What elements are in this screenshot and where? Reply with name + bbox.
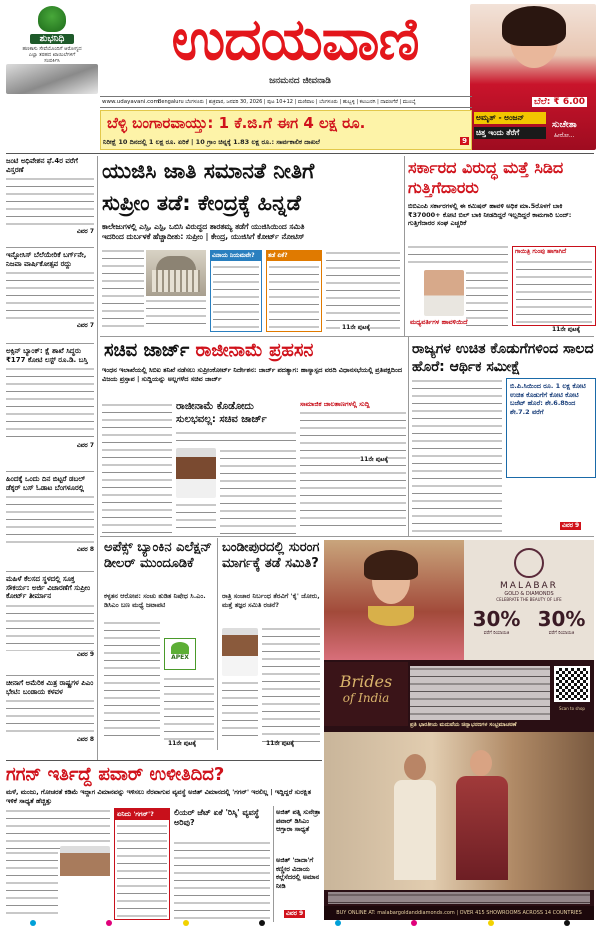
ad-text-block xyxy=(410,666,550,720)
apex-sub: ಕಳ್ಳತನ ಆರೋಪ: ಸಂಚು ತುಡಿತ ನಿಷೇಧ ಸಿ.ಎಂ. ಡಿಸಿಎಂ ಬಣ ಮಧ್ಯೆ ಜಟಾಪಟಿ xyxy=(104,592,206,609)
pawar-deck: ಮಳೆ, ಮಂಜು, ಗೋಚರತೆ ಕಡಿಮೆ ಇದ್ದಾಗ ವಿಮಾನವನ್ನು ಇಳಿಸಲು ನೆರವಾಗುವ ವ್ಯವಸ್ಥೆ ಅಜಿತ್ ವಿಮಾನದಲ್ಲಿ 'ಗಗನ್' ಇರಲಿಲ್ಲ | ಇದ್ದಿದ್ದರೆ ಸುರಕ್ಷಿತ ಇಳಿಕೆ ಸಾಧ್ಯತೆ ಹೆಚ್ಚಿತ್ತು xyxy=(6,788,312,805)
brief-item xyxy=(6,575,94,675)
pawar-headline: ಗಗನ್ ಇರ್ತಿದ್ದೆ ಪವಾರ್ ಉಳೀತಿದಿದ? xyxy=(6,764,225,785)
brief-headline: ಅಕ್ಸಿನ್ ಬ್ಯಾಂಕ್: ಕ್ಷೆ ಶಾಖೆ ಸಿದ್ಧರು ₹177 ಕೋಟಿ ಲಸ್ಟ್ ರೂ.ಡಿ. ಬಸ್ತಿ xyxy=(6,347,88,364)
discount-1-label: ವರೆಗೆ ರಿಯಾಯಿತಿ xyxy=(483,631,510,636)
freebies-headline: ರಾಜ್ಯಗಳ ಉಚಿತ ಕೊಡುಗೆಗಳಿಂದ ಸಾಲದ ಹೊರೆ: ಆರ್ಥಿಕ ಸಮೀಕ್ಷೆ xyxy=(412,341,594,375)
brief-ref: ವಿವರ 9 xyxy=(76,650,94,658)
brief-item xyxy=(6,347,94,471)
learjet-headline: ಲಿಯರ್ ಜೆಟ್ ಏಕೆ 'ರಿಸ್ಕಿ' ವ್ಯವಸ್ಥೆ ಅರಿವು? xyxy=(174,808,260,827)
masthead-title: ಉದಯವಾಣಿ xyxy=(171,5,419,73)
bandipur-ref: 11ನೇ ಪುಟಕ್ಕೆ xyxy=(266,740,295,747)
apex-logo-text: APEX xyxy=(171,654,189,661)
brief-headline: ಮಹಿಳೆ ಕೆಲಸದ ಸ್ಥಳದಲ್ಲಿ ಸೂಕ್ತ ಸೌಕರ್ಯ: ಅರ್ಜಿ ವಿಚಾರಣೆಗೆ ಸುಪ್ರೀಂ ಕೋರ್ಟ್ ತೀರ್ಮಾನ xyxy=(6,575,91,600)
promo-extra: ಹೀರೋ... xyxy=(554,132,575,139)
ad-campaign xyxy=(324,662,408,726)
dateline: Bengaluru ಬೆಂಗಳೂರು | ಶುಕ್ರವಾರ, ಜನವರಿ 30, 2026 | ಪುಟ 10+12 | ಮಣಿಪಾಲ | ಬೆಂಗಳೂರು | ಹುಬ್ಬಳ್ಳಿ | ಕಲಬುರಗಿ | ದಾವಣಗೆರೆ | ಮುಂಬೈ xyxy=(158,99,416,105)
print-register-marks xyxy=(30,920,570,926)
masthead-tagline: ಜನಮನದ ಜೀವನಾಡಿ xyxy=(269,76,331,86)
brief-headline: ಜಂಟಿ ಅಧಿವೇಶನ ಫೆ.4ರ ವರೆಗೆ ವಿಸ್ತರಣೆ xyxy=(6,157,78,174)
contractors-ref: 11ನೇ ಪುಟಕ್ಕೆ xyxy=(552,326,581,333)
main-ref: 11ನೇ ಪುಟಕ್ಕೆ xyxy=(342,324,371,331)
promo-title: ಅಮೃತ್ - ಅಂಜನ್ xyxy=(474,112,546,124)
ad-brand: MALABAR xyxy=(500,581,558,591)
brief-headline: ಹಿಂದಕ್ಕೆ ಒಂದು ದಿನ ಬಿಟ್ಟರೆ ಡಬಲ್ ಡೆಕ್ಕರ್ ಬಸ್ ಓಡಾಟ ಬೆಂಗಳೂರಲ್ಲಿ xyxy=(6,475,86,492)
brief-item xyxy=(6,475,94,571)
brief-item xyxy=(6,679,94,757)
freebies-ref: ವಿವರ 9 xyxy=(562,522,580,529)
ad-qr-code xyxy=(554,666,590,702)
sachiv-ref: 11ನೇ ಪುಟಕ್ಕೆ xyxy=(360,456,389,463)
brief-headline: ಚೀನಾಗೆ ಅಮೆರಿಕ ಮಿತ್ರ ರಾಷ್ಟ್ರಗಳ ಪಿಎಂ ಭೇಟಿ: ಬಂಡಾಯ ಕಳವಳ xyxy=(6,679,94,696)
ad-brand-tag: CELEBRATE THE BEAUTY OF LIFE xyxy=(496,597,562,602)
middlemen-strip xyxy=(512,318,596,326)
main-deck: ಕಾಲೇಜುಗಳಲ್ಲಿ ಎಸ್ಸಿ, ಎಸ್ಟಿ, ಒಬಿಸಿ ವಿರುದ್ಧದ ತಾರತಮ್ಯ ತಡೆಗೆ ಯುಜಿಸಿಯಿಂದ ಸಮಿತಿ ಇದರಿಂದ ದುರ್ಬಳಕೆ ಹೆಚ್ಚಾದೀತು: ಸುಪ್ರೀಂ | ಕೇಂದ್ರ, ಯುಜಿಸಿಗೆ ಕೋರ್ಟ್ ನೋಟಿಸ್ xyxy=(102,222,305,241)
banner-sub: ನಿರೀಕ್ಷೆ 10 ದಿನದಲ್ಲಿ 1 ಲಕ್ಷ ರೂ. ಏರಿಕೆ | 10 ಗ್ರಾಂ ಚಿನ್ನಕ್ಕೆ 1.83 ಲಕ್ಷ ರೂ.: ಸಾರ್ವಕಾಲಿಕ ದಾಖಲೆ xyxy=(103,138,320,146)
box-why xyxy=(266,250,322,332)
ad-model-photo xyxy=(324,540,464,660)
ajit-pawar-photo xyxy=(60,846,110,896)
pawar-ref: ವಿವರ 9 xyxy=(286,910,304,917)
freebies-box xyxy=(506,378,596,478)
ad-brand-sub: GOLD & DIAMONDS xyxy=(504,591,554,597)
sachiv-tag: ಸಾಮಾಜಿಕ ಜಾಲತಾಣಗಳಲ್ಲಿ ಸುದ್ದಿ xyxy=(300,400,370,408)
dateline-bar xyxy=(100,96,472,108)
campaign-line-1: Brides xyxy=(339,672,393,691)
sachiv-headline-b: ರಾಜೀನಾಮೆ ಪ್ರಹಸನ xyxy=(195,340,314,361)
promo-name: ಸುಚೇತಾ xyxy=(552,120,577,130)
logo-name: ಶುಭನಿಧಿ xyxy=(30,34,74,44)
sachiv-deck: ಇಂಧನ ಇಲಾಖೆಯಲ್ಲಿ ಸಿಬಿಐ ತನಿಖೆ ನಡೆಸಲು ಸುಪ್ರೀಂಕೋರ್ಟ್‌ ನಿರ್ದೇಶನ: ಜಾರ್ಜ್ ಪದತ್ಯಾಗ: ಹಾಸ್ಯಾಸ್ಪದ ವರದಿ ವಿಧಾನಸಭೆಯಲ್ಲಿ ಪ್ರತಿಪಕ್ಷದಿಂದ ವಿಜಯ ಪ್ರಸ್ತಾಪ | ಸುದ್ದಿಯನ್ನು ಅಲ್ಲಗಳೆದ ಸಚಿವ ಜಾರ್ಜ್ xyxy=(102,366,403,383)
freebies-box-text: ಬಿ.ಪಿ.ಸಿಯಿಂದ ರೂ. 1 ಲಕ್ಷ ಕೋಟಿ ಉಚಿತ ಕೊಡುಗೆಗೆ ಕೋಟಿ ಕೋಟಿ ಬಜೆಟ್ ಹೊರೆ: ಶೇ.6.8ರಿಂದ ಶೇ.7.2 ವರೆಗೆ xyxy=(510,382,586,416)
apex-headline: ಅಪೆಕ್ಸ್ ಬ್ಯಾಂಕಿನ ಎಲೆಕ್ಷನ್ ಡೀಲರ್ ಮುಂದೂಡಿಕೆ xyxy=(104,540,212,571)
ad-couple-photo xyxy=(324,732,594,890)
gadkari-photo xyxy=(222,628,258,676)
logo-sub-1: ಹಣಕಾಸು ಸೇವೆಯೊಂದಿಗೆ ಆರೋಗ್ಯದ xyxy=(22,46,82,52)
discount-2-label: ವರೆಗೆ ರಿಯಾಯಿತಿ xyxy=(548,631,575,636)
bandipur-headline: ಬಂಡೀಪುರದಲ್ಲಿ ಸುರಂಗ ಮಾರ್ಗಕ್ಕೆ ತಡೆ ಸಮಿತಿ? xyxy=(222,540,320,571)
campaign-line-2: of India xyxy=(342,691,390,705)
sachiv-subheadline: ರಾಜೀನಾಮೆ ಕೊಡೋದು ಸುಲಭವಲ್ಲ: ಸಚಿವ ಜಾರ್ಜ್ xyxy=(176,401,267,425)
supreme-court-photo xyxy=(146,250,206,296)
ad-top-right xyxy=(464,540,594,660)
brief-item xyxy=(6,251,94,343)
gagan-box xyxy=(114,808,170,920)
apex-leaf-icon xyxy=(171,642,189,654)
sunetra-headline: ಅಜಿತ್ ಪತ್ನಿ ಸುನೇತ್ರಾ ಪವಾರ್ ಡಿಸಿಎಂ ಆಗ್ತಾರಾ ಸಾಧ್ಯತೆ xyxy=(276,808,321,833)
brief-ref: ವಿವರ 8 xyxy=(76,736,94,743)
box-title: ವಿನಾಯ ನಿಯಮವೇ? xyxy=(211,251,261,261)
brief-ref: ವಿವರ 8 xyxy=(76,546,94,553)
apex-logo xyxy=(164,638,196,670)
malabar-emblem-icon xyxy=(514,548,544,578)
ad-footer-text xyxy=(328,892,590,904)
malabar-ad xyxy=(324,540,594,920)
contractors-sidebox xyxy=(512,246,596,326)
contractors-deck: ಬಿಬಿಎಂಪಿ ಸರ್ಕಾರಗಳಲ್ಲಿ ಈ ಕಮಿಷನ್ ಹಾವಳಿ ಅಧಿಕ ಮಾ.5ರೊಳಗೆ ಬಾಕಿ ₹37000+ ಕೋಟಿ ಬಿಲ್ ಬಾಕಿ ನೀಡದಿದ್ದರೆ ಇಲ್ಲದಿದ್ದರೆ ಕಾಮಗಾರಿ ಬಂದ್: ಗುತ್ತಿಗೆದಾರರ ಸಂಘ ಎಚ್ಚರಿಕೆ xyxy=(408,202,572,227)
middlemen-title: ಮಧ್ಯವರ್ತಿಗಳ ಹಾವಳಿಯಿದೆ xyxy=(410,318,468,326)
brief-item xyxy=(6,157,94,247)
website: www.udayavani.com xyxy=(102,99,159,105)
discount-1-value: 30% xyxy=(472,607,521,631)
silver-banner xyxy=(100,110,472,150)
promo-box xyxy=(474,112,546,148)
tree-icon xyxy=(38,6,66,32)
price: ಬೆಲೆ: ₹ 6.00 xyxy=(534,97,586,107)
apex-ref: 11ನೇ ಪುಟಕ್ಕೆ xyxy=(168,740,197,747)
box-vinaya xyxy=(210,250,262,332)
dada-headline: ಅಜಿತ್ 'ದಾದಾ'ಗೆ ಕಣ್ಣೀರ ವಿದಾಯ ಕಲ್ಲೆಸೆದರಲ್ಲಿ ಅಮಾನ ನೀಡಿ xyxy=(276,856,320,890)
main-headline-1: ಯುಜಿಸಿ ಜಾತಿ ಸಮಾನತೆ ನೀತಿಗೆ xyxy=(102,159,315,183)
sachiv-headline xyxy=(104,340,408,362)
sidebox-title: ಗಾಯಿತ್ರಿ ಗುಂಪು ಹಾಗಾಗಿದೆ xyxy=(515,248,567,255)
gagan-box-title: ಏನಿದು 'ಗಗನ್'? xyxy=(115,809,169,820)
logo-sub-2: ಎಲ್ಲಾ ತರಹದ ಖಾಯಿಲೆಗಳಿಗೆ xyxy=(28,52,76,58)
george-photo xyxy=(176,448,216,498)
brief-headline: ಇನ್ಫೋಸಿಸ್ ಬೆಲೆಯೇರಿಕೆ ಬರ್ಗ್‌ನೇ, ನಿಜವಾ ವಾರ್ಷಿಕೋತ್ಸವ ರದ್ದು xyxy=(6,251,87,268)
banner-page-ref: 9 xyxy=(462,137,467,145)
main-headline-2: ಸುಪ್ರೀಂ ತಡೆ: ಕೇಂದ್ರಕ್ಕೆ ಹಿನ್ನಡೆ xyxy=(102,191,301,215)
sachiv-headline-a: ಸಚಿವ ಜಾರ್ಜ್ xyxy=(104,340,196,361)
silver-bars-image xyxy=(6,64,98,94)
ad-qr-label: Scan to shop xyxy=(559,706,585,711)
contractors-headline: ಸರ್ಕಾರದ ವಿರುದ್ಧ ಮತ್ತೆ ಸಿಡಿದ ಗುತ್ತಿಗೆದಾರರು xyxy=(408,158,564,197)
discount-2-value: 30% xyxy=(537,607,586,631)
brief-ref: ವಿವರ 7 xyxy=(76,228,94,235)
ad-weddings-line: ಪ್ರತಿ ಭಾರತೀಯ ಮದುವೆಯ ಚಿನ್ನಾಭರಣಗಳ ಸಂಭ್ರಮಾಚರಣೆ xyxy=(410,722,517,728)
contractor-photo xyxy=(424,270,464,316)
ad-online: BUY ONLINE AT: malabargoldanddiamonds.com | OVER 415 SHOWROOMS ACROSS 14 COUNTRIES xyxy=(324,906,594,920)
discount-1 xyxy=(473,608,521,636)
bandipur-sub: ರಾತ್ರಿ ಸಂಚಾರ ನಿರ್ಬಂಧ ತೆರವಿಗೆ 'ಕೈ' ಜೋರು, ಮತ್ತೆ ತಜ್ಞರ ಸಮಿತಿ ರಚನೆ? xyxy=(222,592,320,609)
promo-sub: ಚಿತ್ತ ಇಂದು ತೆರೆಗೆ xyxy=(474,127,546,139)
banner-headline: ಬೆಳ್ಳಿ ಬಂಗಾರವಾಯ್ತು: 1 ಕೆ.ಜಿ.ಗೆ ಈಗ 4 ಲಕ್ಷ ರೂ. xyxy=(107,114,366,132)
box-title: ತಡೆ ಏಕೆ? xyxy=(267,251,321,261)
brief-ref: ವಿವರ 7 xyxy=(76,442,94,449)
brief-ref: ವಿವರ 7 xyxy=(76,322,94,329)
logo-sub-3: ಸಂಪರ್ಕಿಸಿ xyxy=(44,58,60,64)
discount-2 xyxy=(538,608,586,636)
left-briefs-column xyxy=(6,157,94,757)
